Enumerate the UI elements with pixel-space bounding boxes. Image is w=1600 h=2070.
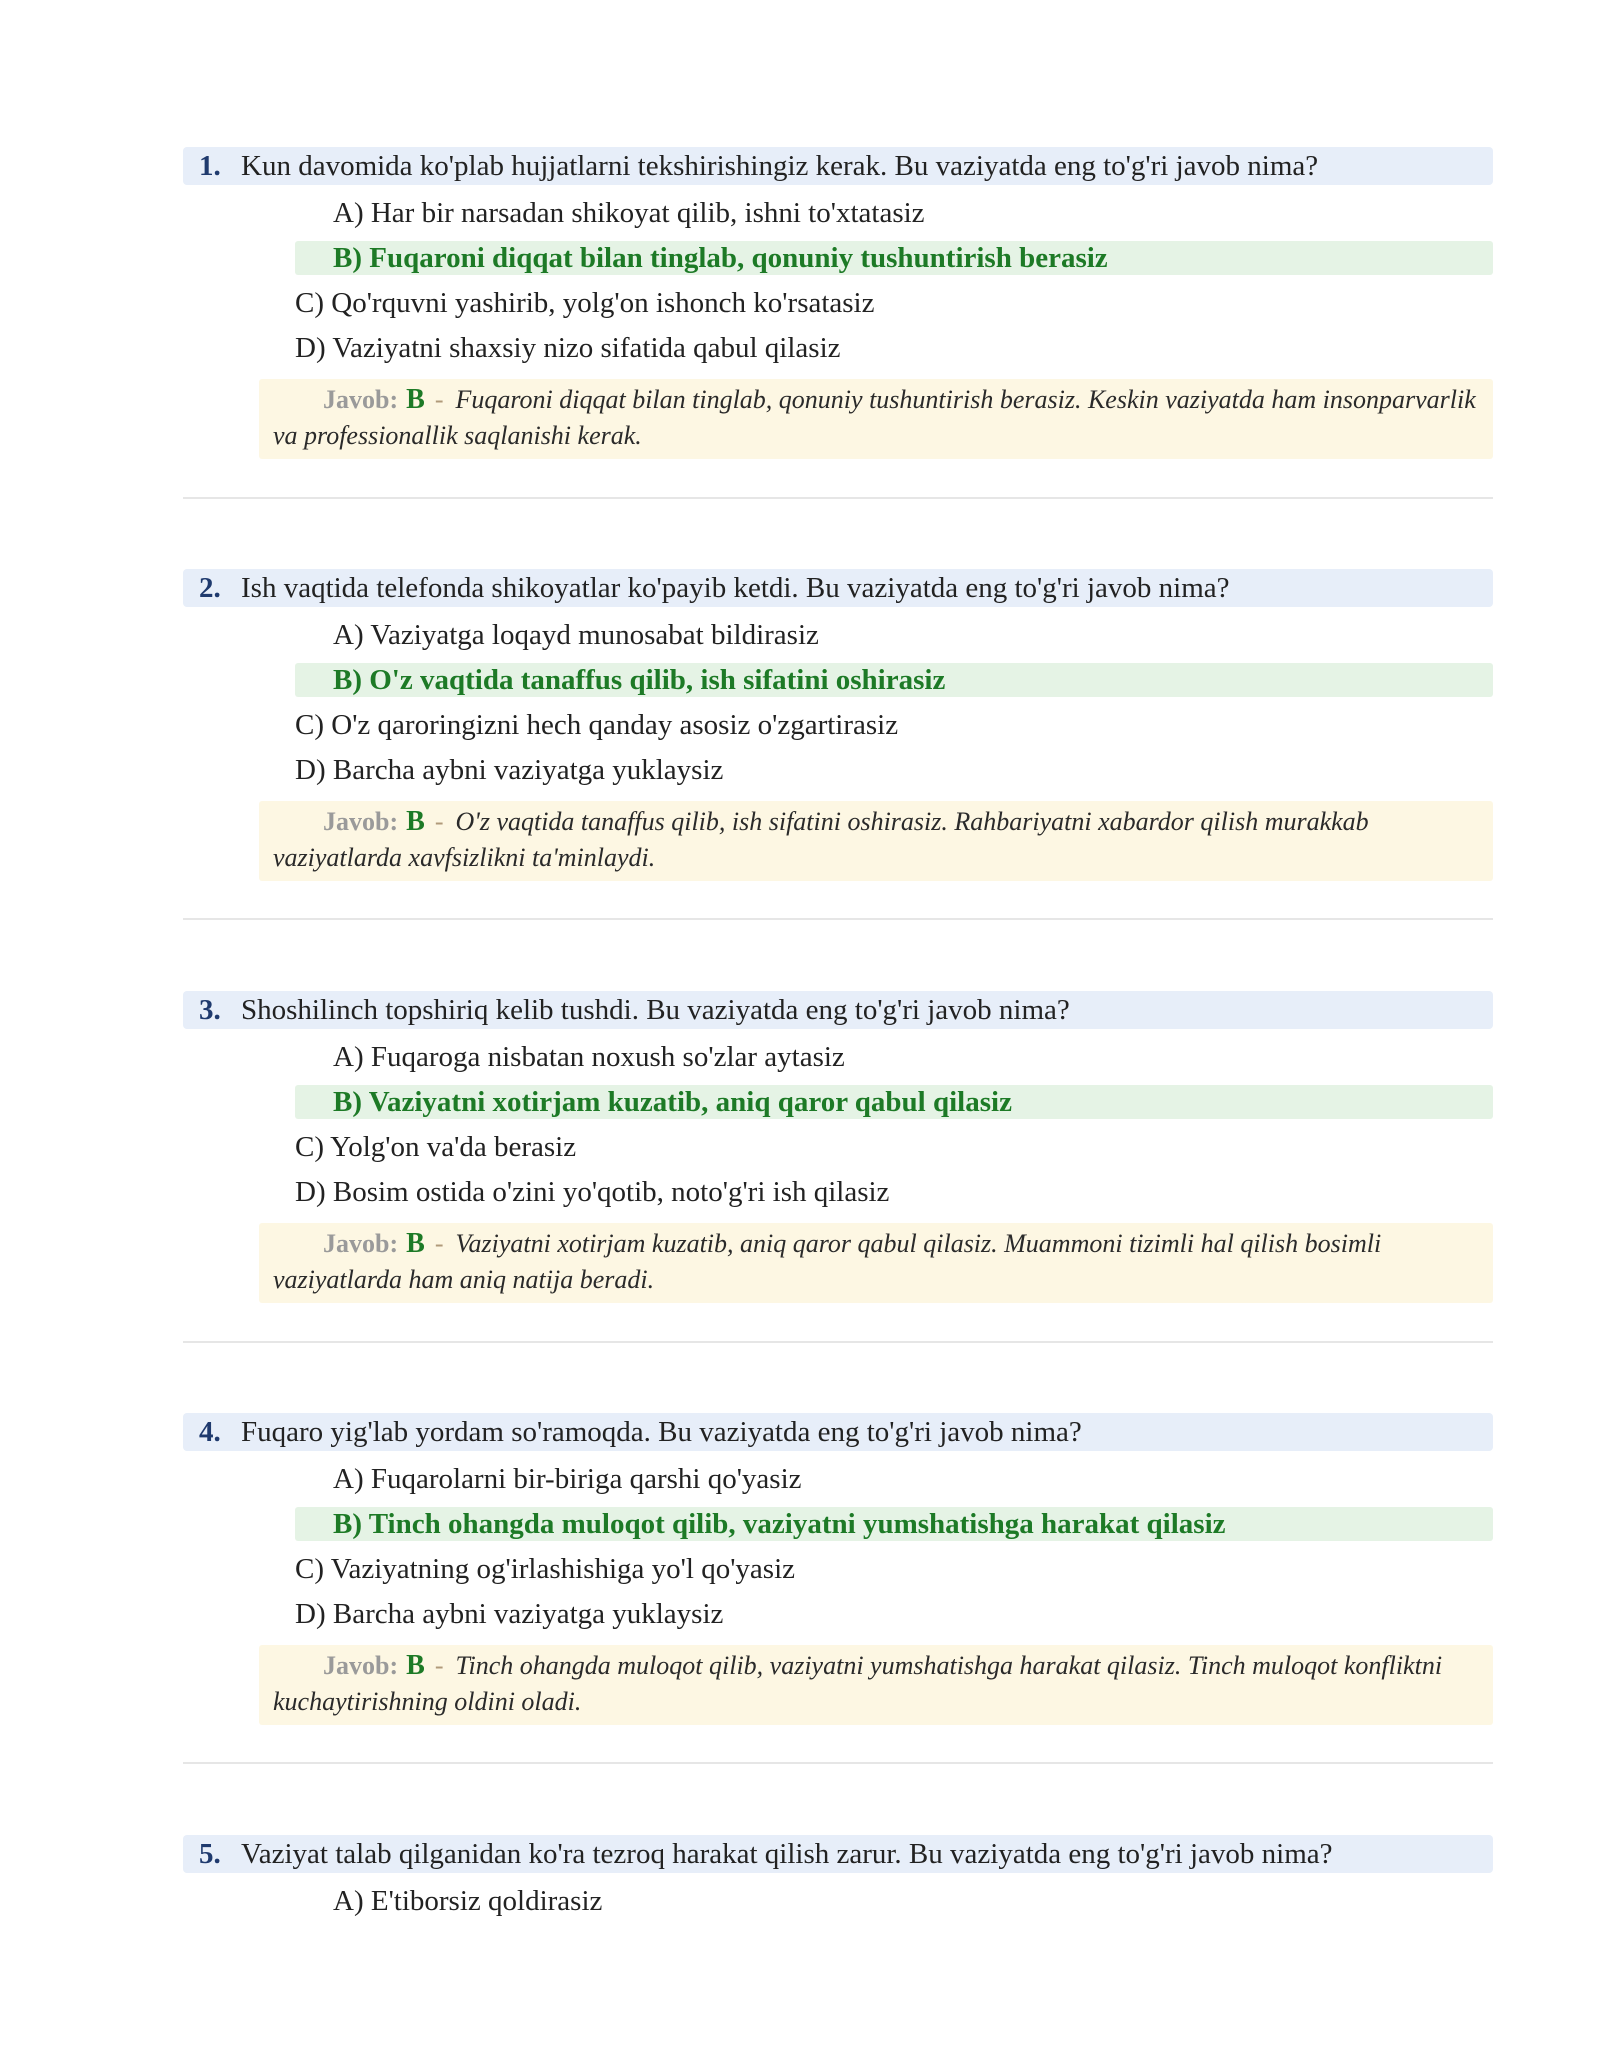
question-number: 5. xyxy=(199,1838,221,1870)
option-d: D) Bosim ostida o'zini yo'qotib, noto'g'ri ish qilasiz xyxy=(295,1176,890,1208)
option-a: A) Vaziyatga loqayd munosabat bildirasiz xyxy=(333,619,819,651)
explanation-text: O'z vaqtida tanaffus qilib, ish sifatini oshirasiz. Rahbariyatni xabardor qilish murakkab vaziyatlarda xavfsizlikni ta'minlaydi. xyxy=(273,807,1369,872)
option-b-correct: B) Vaziyatni xotirjam kuzatib, aniq qaror qabul qilasiz xyxy=(295,1085,1493,1119)
answer-explanation xyxy=(259,1223,1493,1303)
question-divider xyxy=(183,497,1493,499)
option-b-correct: B) Fuqaroni diqqat bilan tinglab, qonuniy tushuntirish berasiz xyxy=(295,241,1493,275)
option-c: C) O'z qaroringizni hech qanday asosiz o'zgartirasiz xyxy=(295,709,899,741)
option-c: C) Qo'rquvni yashirib, yolg'on ishonch ko'rsatasiz xyxy=(295,287,875,319)
answer-explanation xyxy=(259,801,1493,881)
option-d: D) Vaziyatni shaxsiy nizo sifatida qabul qilasiz xyxy=(295,332,841,364)
question-header xyxy=(183,1413,1493,1451)
question-divider xyxy=(183,1762,1493,1764)
answer-separator: - xyxy=(434,1229,444,1258)
question-number: 1. xyxy=(199,150,221,182)
question-3 xyxy=(183,991,1493,1303)
answer-separator: - xyxy=(434,385,444,414)
question-text: Ish vaqtida telefonda shikoyatlar ko'payib ketdi. Bu vaziyatda eng to'g'ri javob nima? xyxy=(241,572,1230,604)
question-2 xyxy=(183,569,1493,881)
answer-separator: - xyxy=(434,807,444,836)
answer-explanation xyxy=(259,1645,1493,1725)
answer-explanation xyxy=(259,379,1493,459)
question-header xyxy=(183,991,1493,1029)
answer-letter: B xyxy=(406,1228,425,1259)
answer-label: Javob: xyxy=(323,1229,399,1258)
answer-letter: B xyxy=(406,806,425,837)
explanation-text: Tinch ohangda muloqot qilib, vaziyatni yumshatishga harakat qilasiz. Tinch muloqot konfliktni kuchaytirishning oldini oladi. xyxy=(273,1651,1443,1716)
question-text: Kun davomida ko'plab hujjatlarni tekshirishingiz kerak. Bu vaziyatda eng to'g'ri javob nima? xyxy=(241,150,1319,182)
question-divider xyxy=(183,1341,1493,1343)
question-text: Shoshilinch topshiriq kelib tushdi. Bu vaziyatda eng to'g'ri javob nima? xyxy=(241,994,1070,1026)
answer-label: Javob: xyxy=(323,807,399,836)
option-c: C) Vaziyatning og'irlashishiga yo'l qo'yasiz xyxy=(295,1553,796,1585)
option-a: A) Har bir narsadan shikoyat qilib, ishni to'xtatasiz xyxy=(333,197,925,229)
answer-label: Javob: xyxy=(323,385,399,414)
question-header xyxy=(183,147,1493,185)
question-4 xyxy=(183,1413,1493,1725)
question-5 xyxy=(183,1835,1493,1918)
explanation-text: Vaziyatni xotirjam kuzatib, aniq qaror qabul qilasiz. Muammoni tizimli hal qilish bosimli vaziyatlarda ham aniq natija beradi. xyxy=(273,1229,1382,1294)
question-header xyxy=(183,1835,1493,1873)
question-1 xyxy=(183,147,1493,459)
option-b-correct: B) O'z vaqtida tanaffus qilib, ish sifatini oshirasiz xyxy=(295,663,1493,697)
question-number: 4. xyxy=(199,1416,221,1448)
question-header xyxy=(183,569,1493,607)
option-d: D) Barcha aybni vaziyatga yuklaysiz xyxy=(295,754,724,786)
option-b-correct: B) Tinch ohangda muloqot qilib, vaziyatni yumshatishga harakat qilasiz xyxy=(295,1507,1493,1541)
answer-separator: - xyxy=(434,1651,444,1680)
option-a: A) E'tiborsiz qoldirasiz xyxy=(333,1885,603,1917)
explanation-text: Fuqaroni diqqat bilan tinglab, qonuniy tushuntirish berasiz. Keskin vaziyatda ham insonparvarlik va professionallik saqlanishi kerak. xyxy=(273,385,1476,450)
answer-label: Javob: xyxy=(323,1651,399,1680)
question-text: Vaziyat talab qilganidan ko'ra tezroq harakat qilish zarur. Bu vaziyatda eng to'g'ri javob nima? xyxy=(241,1838,1333,1870)
answer-letter: B xyxy=(406,384,425,415)
answer-letter: B xyxy=(406,1650,425,1681)
option-c: C) Yolg'on va'da berasiz xyxy=(295,1131,577,1163)
question-text: Fuqaro yig'lab yordam so'ramoqda. Bu vaziyatda eng to'g'ri javob nima? xyxy=(241,1416,1082,1448)
option-d: D) Barcha aybni vaziyatga yuklaysiz xyxy=(295,1598,724,1630)
question-number: 3. xyxy=(199,994,221,1026)
option-a: A) Fuqarolarni bir-biriga qarshi qo'yasiz xyxy=(333,1463,802,1495)
question-number: 2. xyxy=(199,572,221,604)
question-divider xyxy=(183,918,1493,920)
option-a: A) Fuqaroga nisbatan noxush so'zlar aytasiz xyxy=(333,1041,845,1073)
